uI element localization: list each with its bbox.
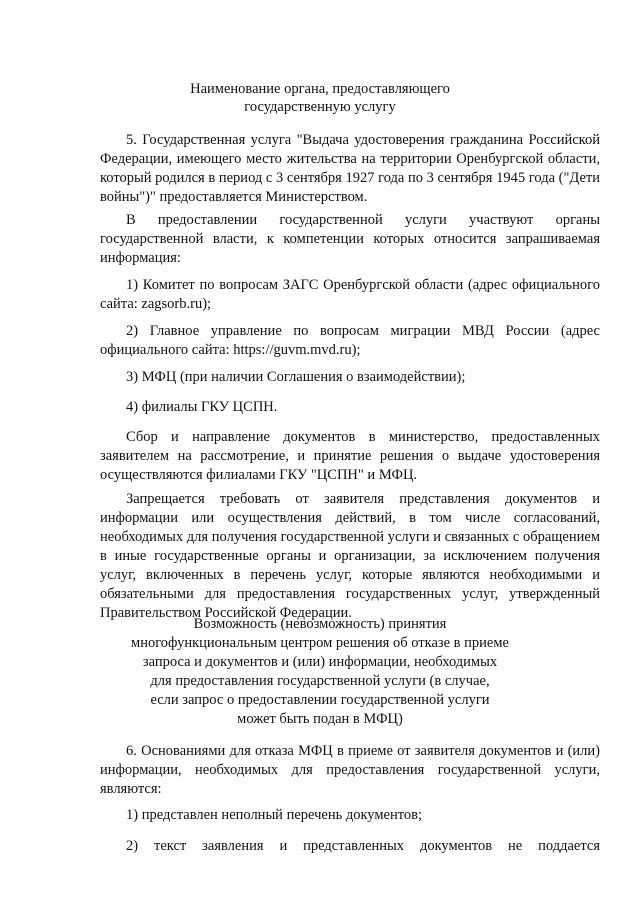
paragraph-prohibition — [100, 490, 600, 623]
subsection-heading — [0, 615, 640, 729]
reason-item-2 — [100, 837, 600, 856]
subheading-line-5: если запрос о предоставлении государственной услуги — [150, 692, 490, 708]
list-item-3 — [100, 368, 600, 387]
subheading-line-4: для предоставления государственной услуги (в случае, — [150, 673, 490, 689]
list-item-1-text: 1) Комитет по вопросам ЗАГС Оренбургской области (адрес официального сайта: zagsorb.ru); — [100, 277, 600, 312]
list-item-4 — [100, 398, 600, 417]
list-item-1 — [100, 276, 600, 314]
reason-item-2-text: 2) текст заявления и представленных документов не поддается — [126, 838, 600, 854]
subheading-line-1: Возможность (невозможность) принятия — [193, 616, 447, 632]
subheading-line-6: может быть подан в МФЦ) — [237, 711, 403, 727]
heading-line-2: государственную услугу — [244, 99, 396, 115]
paragraph-6-text: 6. Основаниями для отказа МФЦ в приеме от заявителя документов и (или) информации, необходимых для предоставления государственной услуги, являются: — [100, 743, 600, 797]
section-heading — [0, 80, 640, 116]
paragraph-6 — [100, 742, 600, 799]
paragraph-5-text: 5. Государственная услуга "Выдача удостоверения гражданина Российской Федерации, имеющего место жительства на территории Оренбургской области, который родился в период с 3 сентября 1927 года по 3 сентября 1945 года ("Дети войны")" предоставляется Министерством. — [100, 132, 600, 205]
paragraph-collection — [100, 428, 600, 485]
reason-item-1-text: 1) представлен неполный перечень документов; — [126, 807, 422, 823]
paragraph-participants — [100, 211, 600, 268]
list-item-3-text: 3) МФЦ (при наличии Соглашения о взаимодействии); — [126, 369, 466, 385]
subheading-line-3: запроса и документов и (или) информации, необходимых — [142, 654, 498, 670]
paragraph-prohibition-text: Запрещается требовать от заявителя представления документов и информации или осуществления действий, в том числе согласований, необходимых для получения государственной услуги и связанных с обращением в иные государственные органы и организации, за исключением получения услуг, включенных в перечень услуг, которые являются необходимыми и обязательными для предоставления государственных услуг, утвержденный Правительством Российской Федерации. — [100, 491, 600, 621]
list-item-2 — [100, 322, 600, 360]
paragraph-collection-text: Сбор и направление документов в министерство, предоставленных заявителем на рассмотрение, и принятие решения о выдаче удостоверения осуществляются филиалами ГКУ "ЦСПН" и МФЦ. — [100, 429, 600, 483]
paragraph-participants-text: В предоставлении государственной услуги участвуют органы государственной власти, к компетенции которых относится запрашиваемая информация: — [100, 212, 600, 266]
reason-item-1 — [100, 806, 600, 825]
subheading-line-2: многофункциональным центром решения об отказе в приеме — [131, 635, 509, 651]
list-item-2-text: 2) Главное управление по вопросам миграции МВД России (адрес официального сайта: https://guvm.mvd.ru); — [100, 323, 600, 358]
paragraph-5 — [100, 131, 600, 207]
list-item-4-text: 4) филиалы ГКУ ЦСПН. — [126, 399, 278, 415]
heading-line-1: Наименование органа, предоставляющего — [190, 81, 450, 97]
